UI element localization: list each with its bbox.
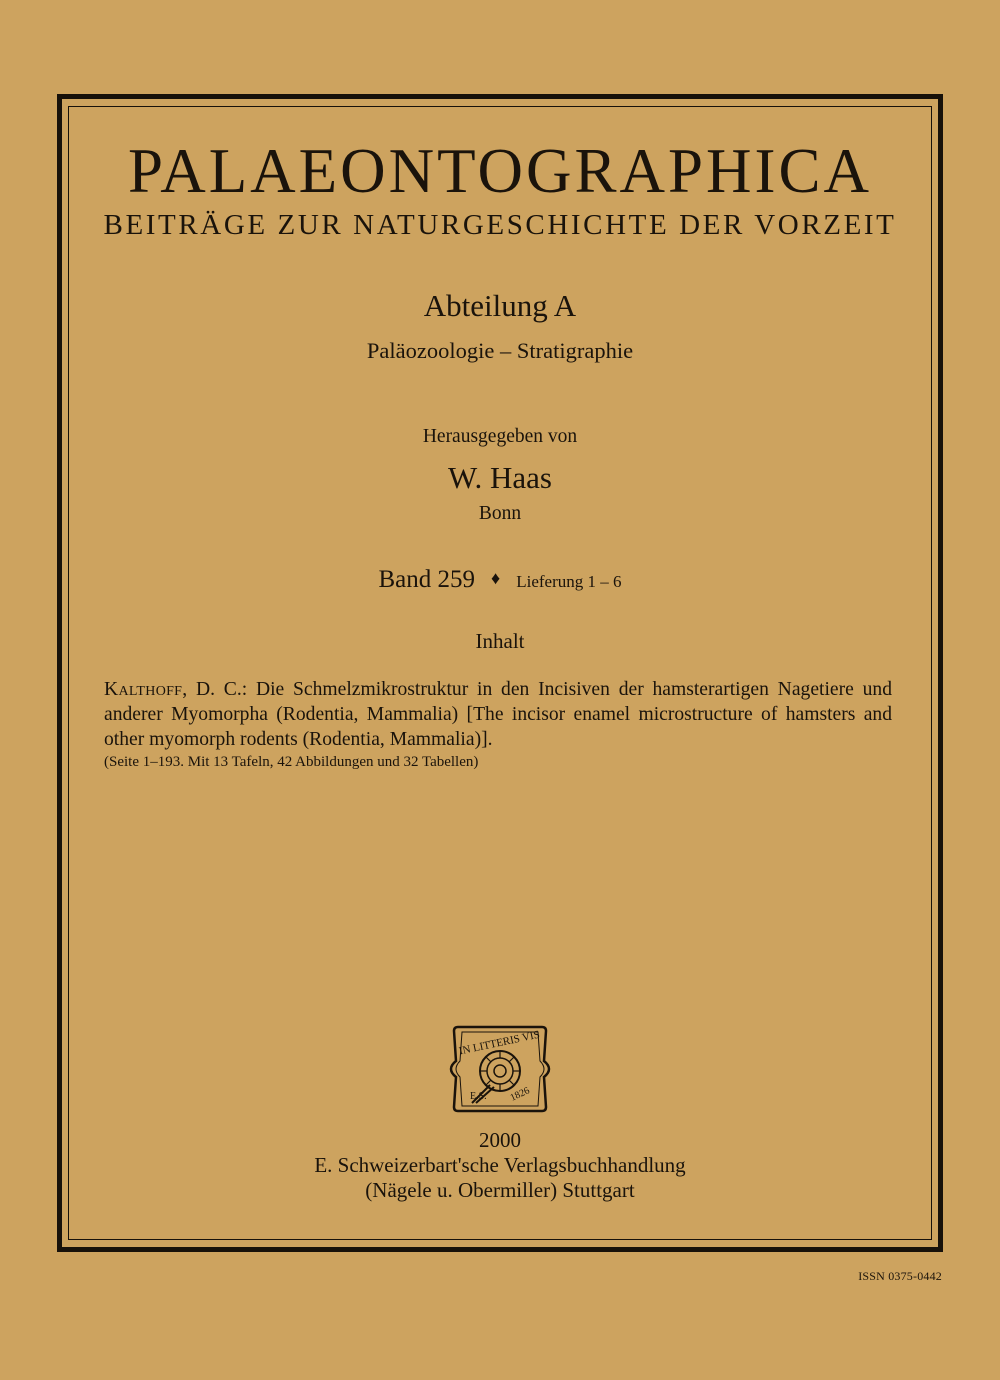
issue-parts: Lieferung 1 – 6 xyxy=(516,572,622,591)
editor-intro: Herausgegeben von xyxy=(422,426,578,447)
publication-year: 2000 xyxy=(479,1128,521,1152)
article-title: Die Schmelzmikrostruktur in den Incisiven der hamsterartigen Nagetiere und anderer Myomorpha (Rodentia, Mammalia) [The incisor enamel microstructure of hamsters and other myomorph rodents (Rodentia, Mammalia)]. xyxy=(104,679,892,750)
seal-initials: E.S. xyxy=(470,1091,487,1102)
editor-city: Bonn xyxy=(478,503,522,524)
issn-number: ISSN 0375-0442 xyxy=(858,1269,942,1283)
publisher-name: E. Schweizerbart'sche Verlagsbuchhandlung xyxy=(314,1153,686,1177)
article-entry xyxy=(104,677,892,752)
article-author-initials: , D. C.: xyxy=(182,679,248,700)
publisher-seal-logo xyxy=(444,1021,556,1117)
journal-subtitle: BEITRÄGE ZUR NATURGESCHICHTE DER VORZEIT xyxy=(103,209,897,241)
volume-number: Band 259 xyxy=(378,566,476,593)
article-author-surname: Kalthoff xyxy=(104,679,183,700)
journal-title: PALAEONTOGRAPHICA xyxy=(127,136,873,206)
section-topics: Paläozoologie – Stratigraphie xyxy=(366,338,634,363)
contents-heading: Inhalt xyxy=(475,629,525,653)
section-title: Abteilung A xyxy=(423,288,577,323)
article-details: (Seite 1–193. Mit 13 Tafeln, 42 Abbildungen und 32 Tabellen) xyxy=(104,754,479,770)
issue-line xyxy=(68,567,932,592)
seal-motto: IN LITTERIS VIS xyxy=(457,1028,541,1058)
publisher-location: (Nägele u. Obermiller) Stuttgart xyxy=(365,1178,635,1202)
seal-year: 1826 xyxy=(508,1085,532,1104)
editor-name: W. Haas xyxy=(448,460,552,495)
diamond-separator-icon: ♦ xyxy=(491,568,501,588)
